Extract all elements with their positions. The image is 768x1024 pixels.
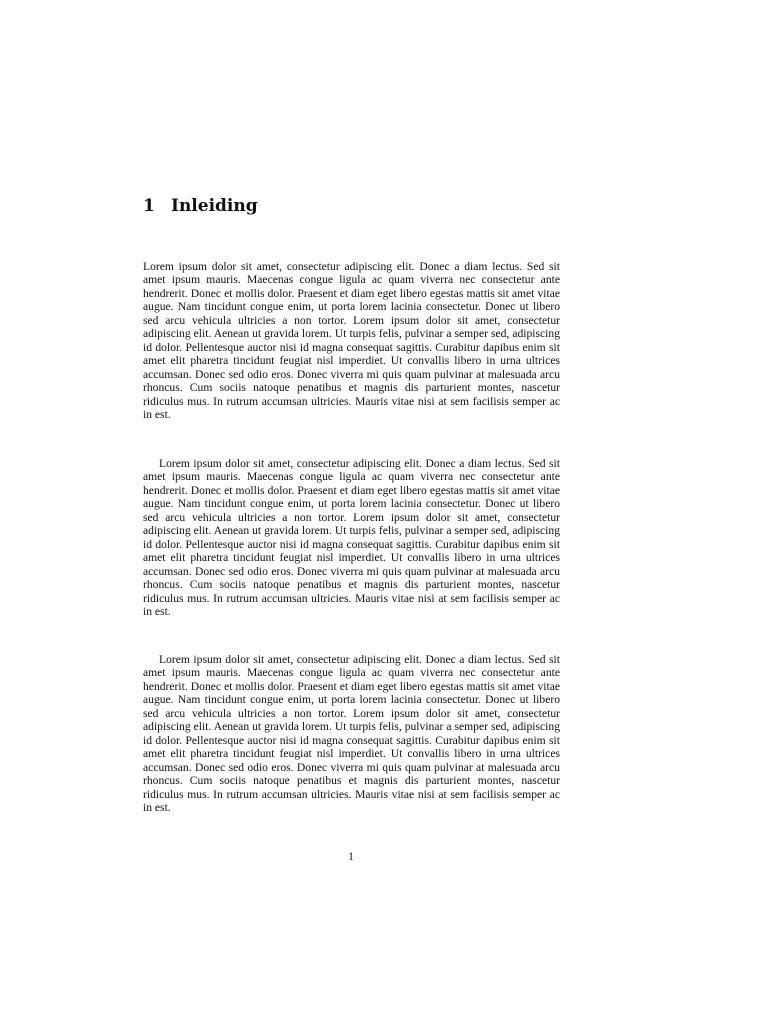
paragraph-text: Lorem ipsum dolor sit amet, consectetur adipiscing elit. Donec a diam lectus. Sed sit amet ipsum mauris. Maecenas congue ligula ac quam viverra nec consectetur ante hendrerit. Donec et mollis dolor. Praesent et diam eget libero egestas mattis sit amet vitae augue. Nam tincidunt congue enim, ut porta lorem lacinia consectetur. Donec ut libero sed arcu vehicula ultricies a non tortor. Lorem ipsum dolor sit amet, consectetur adipiscing elit. Aenean ut gravida lorem. Ut turpis felis, pulvinar a semper sed, adipiscing id dolor. Pellentesque auctor nisi id magna consequat sagittis. Curabitur dapibus enim sit amet elit pharetra tincidunt feugiat nisl imperdiet. Ut convallis libero in urna ultrices accumsan. Donec sed odio eros. Donec viverra mi quis quam pulvinar at malesuada arcu rhoncus. Cum sociis natoque penatibus et magnis dis parturient montes, nascetur ridiculus mus. In rutrum accumsan ultricies. Mauris vitae nisi at sem facilisis semper ac in est. <box>143 260 560 421</box>
paragraph-3 <box>143 653 560 814</box>
section-title: Inleiding <box>171 196 258 216</box>
section-heading <box>143 194 258 218</box>
section-number: 1 <box>143 196 155 216</box>
paragraph-1 <box>143 260 560 421</box>
page-number: 1 <box>348 850 354 863</box>
paragraph-text: Lorem ipsum dolor sit amet, consectetur adipiscing elit. Donec a diam lectus. Sed sit amet ipsum mauris. Maecenas congue ligula ac quam viverra nec consectetur ante hendrerit. Donec et mollis dolor. Praesent et diam eget libero egestas mattis sit amet vitae augue. Nam tincidunt congue enim, ut porta lorem lacinia consectetur. Donec ut libero sed arcu vehicula ultricies a non tortor. Lorem ipsum dolor sit amet, consectetur adipiscing elit. Aenean ut gravida lorem. Ut turpis felis, pulvinar a semper sed, adipiscing id dolor. Pellentesque auctor nisi id magna consequat sagittis. Curabitur dapibus enim sit amet elit pharetra tincidunt feugiat nisl imperdiet. Ut convallis libero in urna ultrices accumsan. Donec sed odio eros. Donec viverra mi quis quam pulvinar at malesuada arcu rhoncus. Cum sociis natoque penatibus et magnis dis parturient montes, nascetur ridiculus mus. In rutrum accumsan ultricies. Mauris vitae nisi at sem facilisis semper ac in est. <box>143 457 560 618</box>
paragraph-2 <box>143 457 560 618</box>
paragraph-text: Lorem ipsum dolor sit amet, consectetur adipiscing elit. Donec a diam lectus. Sed sit amet ipsum mauris. Maecenas congue ligula ac quam viverra nec consectetur ante hendrerit. Donec et mollis dolor. Praesent et diam eget libero egestas mattis sit amet vitae augue. Nam tincidunt congue enim, ut porta lorem lacinia consectetur. Donec ut libero sed arcu vehicula ultricies a non tortor. Lorem ipsum dolor sit amet, consectetur adipiscing elit. Aenean ut gravida lorem. Ut turpis felis, pulvinar a semper sed, adipiscing id dolor. Pellentesque auctor nisi id magna consequat sagittis. Curabitur dapibus enim sit amet elit pharetra tincidunt feugiat nisl imperdiet. Ut convallis libero in urna ultrices accumsan. Donec sed odio eros. Donec viverra mi quis quam pulvinar at malesuada arcu rhoncus. Cum sociis natoque penatibus et magnis dis parturient montes, nascetur ridiculus mus. In rutrum accumsan ultricies. Mauris vitae nisi at sem facilisis semper ac in est. <box>143 653 560 814</box>
